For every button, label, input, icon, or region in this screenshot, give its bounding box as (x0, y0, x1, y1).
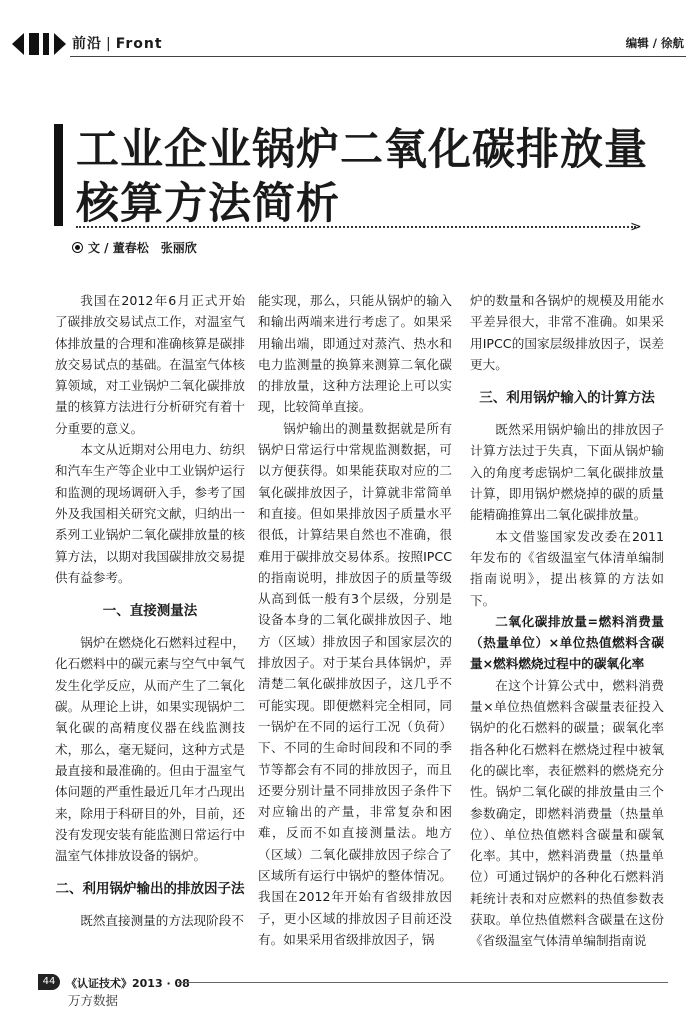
article-title-line1: 工业企业锅炉二氧化碳排放量 (76, 125, 648, 175)
paragraph: 既然直接测量的方法现阶段不 (80, 913, 244, 929)
editor-credit: 编辑 / 徐航 (625, 36, 684, 50)
section-marker-icon (12, 33, 66, 55)
text-column-3 (470, 290, 664, 952)
page-header (0, 0, 700, 62)
paragraph: 本文借鉴国家发改委在2011年发布的《省级温室气体清单编制指南说明》，提出核算的方法如下。 (470, 528, 664, 608)
byline (72, 239, 197, 256)
section-label: 前沿 | Front (72, 36, 163, 52)
bullet-circle-icon (72, 242, 83, 253)
article-title-line2: 核算方法简析 (76, 179, 340, 229)
header-divider (70, 56, 686, 57)
chevron-right-icon: > (630, 219, 642, 235)
author-names: 文 / 董春松 张丽欣 (88, 241, 197, 255)
formula: 二氧化碳排放量=燃料消费量（热量单位）×单位热值燃料含碳量×燃料燃烧过程中的碳氧化率 (470, 613, 664, 672)
paragraph: 锅炉输出的测量数据就是所有锅炉日常运行中常规监测数据，可以方便获得。如果能获取对应的二氧化碳排放因子，计算就非常简单和直接。但如果排放因子质量水平很低，计算结果自然也不准确，很难用于碳排放交易体系。按照IPCC的指南说明，排放因子的质量等级从高到低一般有3个层级，分别是设备本身的二氧化碳排放因子、地方（区域）排放因子和国家层次的排放因子。对于某台具体锅炉，弄清楚二氧化碳排放因子，这几乎不可能实现。即便燃料完全相同，同一锅炉在不同的运行工况（负荷）下、不同的生命时间段和不同的季节等都会有不同的排放因子，而且还要分别计量不同排放因子条件下对应输出的产量，非常复杂和困难，反而不如直接测量法。地方（区域）二氧化碳排放因子综合了区域所有运行中锅炉的整体情况。我国在2012年开始有省级排放因子，更小区域的排放因子目前还没有。如果采用省级排放因子，锅 (258, 420, 452, 947)
journal-name: 《认证技术》2013 · 08 (66, 977, 190, 990)
section-heading-2: 二、利用锅炉输出的排放因子法 (55, 881, 245, 898)
watermark: 万方数据 (68, 993, 119, 1008)
paragraph: 我国在2012年6月正式开始了碳排放交易试点工作，对温室气体排放量的合理和准确核算是碳排放交易试点的基础。在温室气体核算领域，对工业锅炉二氧化碳排放量的核算方法进行分析研究有着十分重要的意义。 (55, 293, 245, 436)
paragraph: 炉的数量和各锅炉的规模及用能水平差异很大，非常不准确。如果采用IPCC的国家层级排放因子，误差更大。 (470, 293, 664, 372)
paragraph: 在这个计算公式中，燃料消费量×单位热值燃料含碳量表征投入锅炉的化石燃料的碳量；碳氧化率指各种化石燃料在燃烧过程中被氧化的碳比率，表征燃料的燃烧充分性。锅炉二氧化碳的排放量由三个参数确定，即燃料消费量（热量单位）、单位热值燃料含碳量和碳氧化率。其中，燃料消费量（热量单位）可通过锅炉的各种化石燃料消耗统计表和对应燃料的热值参数表获取。单位热值燃料含碳量在这份《省级温室气体清单编制指南说 (470, 677, 664, 949)
section-label-cn: 前沿 (72, 36, 102, 52)
paragraph: 既然采用锅炉输出的排放因子计算方法过于失真，下面从锅炉输入的角度考虑锅炉二氧化碳排放量计算，即用锅炉燃烧掉的碳的质量能精确推算出二氧化碳排放量。 (470, 422, 664, 523)
paragraph: 本文从近期对公用电力、纺织和汽车生产等企业中工业锅炉运行和监测的现场调研入手，参考了国外及我国相关研究文献，归纳出一系列工业锅炉二氧化碳排放量的核算方法，以期对我国碳排放交易提供有益参考。 (55, 442, 245, 585)
section-label-en: Front (115, 36, 163, 52)
text-column-2 (258, 290, 452, 950)
footer-divider (178, 982, 668, 983)
paragraph: 锅炉在燃烧化石燃料过程中，化石燃料中的碳元素与空气中氧气发生化学反应，从而产生了二氧化碳。从理论上讲，如果实现锅炉二氧化碳的高精度仪器在线监测技术，那么，毫无疑问，这种方式是最直接和最准确的。但由于温室气体问题的严重性最近几年才凸现出来，除用于科研目的外，目前，还没有发现安装有能监测日常运行中温室气体排放设备的锅炉。 (55, 635, 245, 864)
paragraph: 能实现，那么，只能从锅炉的输入和输出两端来进行考虑了。如果采用输出端，即通过对蒸汽、热水和电力监测量的换算来测算二氧化碳的排放量，这种方法理论上可以实现，比较简单直接。 (258, 293, 452, 415)
page-number: 44 (38, 974, 60, 990)
title-dotted-rule (76, 226, 636, 228)
section-heading-3: 三、利用锅炉输入的计算方法 (479, 390, 655, 407)
page-footer (38, 973, 668, 1013)
text-column-1 (55, 290, 245, 932)
title-accent-bar (54, 124, 63, 226)
section-heading-1: 一、直接测量法 (102, 603, 198, 620)
